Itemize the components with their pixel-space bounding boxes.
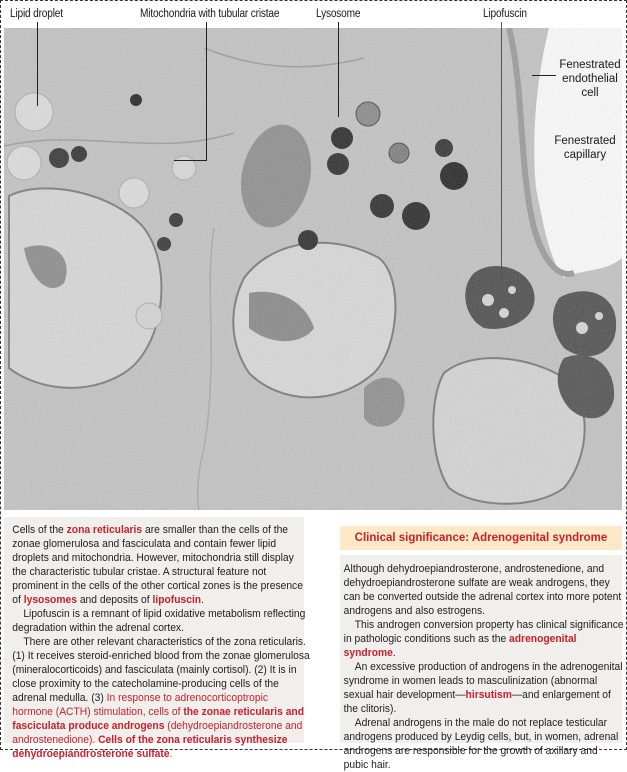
label-endothelial-line1: Fenestrated bbox=[559, 59, 621, 71]
clinical-paragraph-1: Although dehydroepiandrosterone, androstenedione, and dehydroepiandrosterone sulfate are weak androgens, they can be converted outside the adrenal cortex into more potent androgens and also estrogens. bbox=[343, 563, 622, 617]
clinical-significance-box bbox=[340, 526, 624, 771]
clinical-paragraph-3: An excessive production of androgens in the adrenogenital syndrome in women leads to masculinization (abnormal sexual hair development—hirsutism—and enlargement of the clitoris). bbox=[343, 661, 623, 715]
pointer-mitochondria-elbow bbox=[174, 160, 207, 161]
label-mitochondria: Mitochondria with tubular cristae bbox=[140, 8, 280, 20]
label-band bbox=[4, 4, 622, 28]
pointer-mitochondria bbox=[206, 22, 207, 160]
micrograph-image bbox=[4, 28, 622, 510]
paragraph-3: There are other relevant characteristics of the zona reticularis. (1) It receives steroid-enriched blood from the zonae glomerulosa (mineralocorticoids) and fasciculata (mainly cortisol). (2) It is in close proximity to the catecholamine-producing cells of the adrenal medulla. (3) In response to adrenocorticoptropic hormone (ACTH) stimulation, cells of the zonae reticularis and fasciculata produce androgens (dehydroepiandrosterone and androstenedione). Cells of the zona reticularis synthesize dehydroepiandrosterone sulfate. bbox=[12, 636, 310, 760]
label-capillary-line1: Fenestrated bbox=[554, 135, 616, 147]
androgens-list: (dehydroepiandrosterone and androstenedione). bbox=[12, 720, 303, 746]
label-capillary-line2: capillary bbox=[563, 149, 607, 161]
label-endothelial-cell bbox=[555, 58, 625, 100]
image-grain bbox=[4, 28, 622, 510]
label-capillary bbox=[548, 134, 622, 162]
clinical-paragraph-4: Adrenal androgens in the male do not replace testicular androgens produced by Leydig cells, but, in women, adrenal androgens are responsible for the growth of axillary and pubic hair. bbox=[343, 717, 619, 771]
label-lysosome: Lysosome bbox=[316, 8, 361, 20]
clinical-body bbox=[340, 555, 624, 771]
electron-micrograph bbox=[4, 28, 622, 510]
pointer-lipid-droplet bbox=[37, 22, 38, 106]
label-endothelial-line3: cell bbox=[581, 87, 599, 99]
label-lipid-droplet: Lipid droplet bbox=[10, 8, 63, 20]
term-lysosomes: lysosomes bbox=[23, 594, 77, 606]
paragraph-1: Cells of the zona reticularis are smaller than the cells of the zonae glomerulosa and fasciculata and contain fewer lipid droplets and mitochondria. However, mitochondria still display the characteristic tubular cristae. A structural feature not prominent in the cells of the other cortical zones is the presence of lysosomes and deposits of lipofuscin. bbox=[12, 524, 303, 606]
pointer-lipofuscin bbox=[501, 22, 502, 284]
label-endothelial-line2: endothelial bbox=[562, 73, 618, 85]
pointer-lysosome bbox=[338, 22, 339, 117]
term-hirsutism: hirsutism bbox=[465, 689, 512, 701]
clinical-paragraph-2: This androgen conversion property has clinical significance in pathologic conditions such as the adrenogenital syndrome. bbox=[343, 619, 624, 659]
term-lipofuscin: lipofuscin bbox=[152, 594, 202, 606]
androgens-text: the zonae reticularis and fasciculata produce androgens bbox=[12, 706, 305, 732]
acth-text: In response to adrenocorticoptropic hormone (ACTH) stimulation, cells of bbox=[12, 692, 269, 718]
term-adrenogenital-syndrome: adrenogenital syndrome bbox=[343, 633, 577, 659]
zona-reticularis-text-box bbox=[4, 517, 310, 760]
pointer-endothelial-cell bbox=[532, 75, 556, 76]
term-zona-reticularis: zona reticularis bbox=[66, 524, 143, 536]
dheas-text: Cells of the zona reticularis synthesize dehydroepiandrosterone sulfate bbox=[12, 734, 288, 760]
label-lipofuscin: Lipofuscin bbox=[483, 8, 527, 20]
paragraph-2: Lipofuscin is a remnant of lipid oxidative metabolism reflecting degradation within the adrenal cortex. bbox=[12, 608, 306, 634]
clinical-title: Clinical significance: Adrenogenital syndrome bbox=[340, 526, 622, 550]
